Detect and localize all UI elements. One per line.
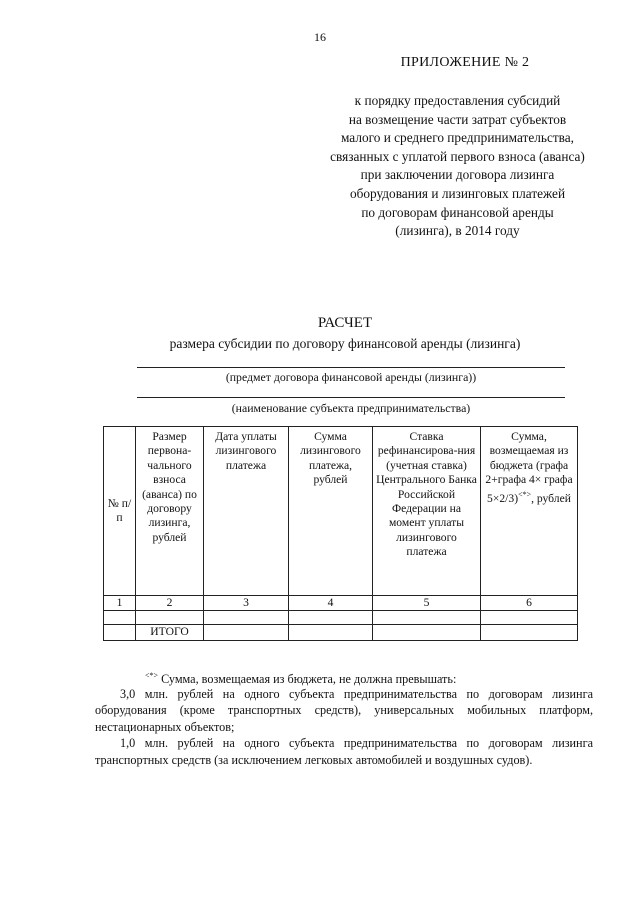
header-reimbursed-text: Сумма, возмещаемая из бюджета (графа 2+графа 4× графа 5×2/3) xyxy=(485,430,573,505)
calculation-title: РАСЧЕТ xyxy=(317,315,373,331)
column-number-cell: 1 xyxy=(104,596,136,611)
table-row xyxy=(104,611,578,625)
appendix-subtitle xyxy=(285,92,630,241)
calculation-subtitle: размера субсидии по договору финансовой аренды (лизинга) xyxy=(169,336,521,351)
table-cell xyxy=(104,611,136,625)
total-label: ИТОГО xyxy=(136,625,204,640)
table-cell xyxy=(289,625,373,640)
appendix-line: (лизинга), в 2014 году xyxy=(395,223,520,239)
header-reimbursed-amount xyxy=(481,427,578,596)
footnote-items xyxy=(95,686,593,768)
table-cell xyxy=(481,625,578,640)
appendix-line: при заключении договора лизинга xyxy=(360,167,555,183)
table-cell xyxy=(204,611,289,625)
header-payment-date: Дата уплаты лизингового платежа xyxy=(204,427,289,596)
page-number: 16 xyxy=(314,30,326,44)
appendix-line: оборудования и лизинговых платежей xyxy=(349,185,566,201)
table-cell xyxy=(481,611,578,625)
footnotes xyxy=(120,668,594,687)
footnote-reference: <*> xyxy=(518,489,532,499)
table-cell xyxy=(136,611,204,625)
blank-line-entity-name xyxy=(137,397,565,398)
table-cell xyxy=(373,611,481,625)
table-cell xyxy=(204,625,289,640)
column-number-cell: 2 xyxy=(136,596,204,611)
table-row xyxy=(104,596,578,611)
table-header-row xyxy=(104,427,578,596)
column-number-cell: 5 xyxy=(373,596,481,611)
appendix-line: на возмещение части затрат субъектов xyxy=(348,111,567,127)
appendix-line: малого и среднего предпринимательства, xyxy=(340,130,575,146)
footnote-intro-text: Сумма, возмещаемая из бюджета, не должна превышать: xyxy=(161,672,457,687)
header-number: № п/п xyxy=(104,427,136,596)
footnote-item: 1,0 млн. рублей на одного субъекта предпринимательства по договорам лизинга транспортных средств (за исключением легковых автомобилей и воздушных судов). xyxy=(95,736,593,767)
caption-entity-name: (наименование субъекта предпринимательства) xyxy=(231,401,471,415)
table-row-total xyxy=(104,625,578,640)
column-number-cell: 6 xyxy=(481,596,578,611)
appendix-line: к порядку предоставления субсидий xyxy=(354,93,561,108)
caption-lease-subject: (предмет договора финансовой аренды (лизинга)) xyxy=(225,370,477,384)
footnote-item: 3,0 млн. рублей на одного субъекта предпринимательства по договорам лизинга оборудования (кроме транспортных средств), универсальных мобильных платформ, нестационарных объектов; xyxy=(95,687,593,734)
footnote-intro xyxy=(120,668,594,687)
subsidy-table xyxy=(103,426,578,641)
header-refinancing-rate: Ставка рефинансирова-ния (учетная ставка) Центрального Банка Российской Федерации на момент уплаты лизингового платежа xyxy=(373,427,481,596)
table-cell xyxy=(289,611,373,625)
table-cell xyxy=(373,625,481,640)
header-payment-amount: Сумма лизингового платежа, рублей xyxy=(289,427,373,596)
appendix-line: по договорам финансовой аренды xyxy=(361,204,554,220)
footnote-mark: <*> xyxy=(145,671,159,680)
blank-line-lease-subject xyxy=(137,367,565,368)
column-number-cell: 3 xyxy=(204,596,289,611)
table-cell xyxy=(104,625,136,640)
header-reimbursed-unit: , рублей xyxy=(531,491,571,505)
column-number-cell: 4 xyxy=(289,596,373,611)
appendix-line: связанных с уплатой первого взноса (аванса) xyxy=(330,148,585,164)
appendix-title: ПРИЛОЖЕНИЕ № 2 xyxy=(400,55,530,70)
header-advance-amount: Размер первона-чального взноса (аванса) по договору лизинга, рублей xyxy=(136,427,204,596)
